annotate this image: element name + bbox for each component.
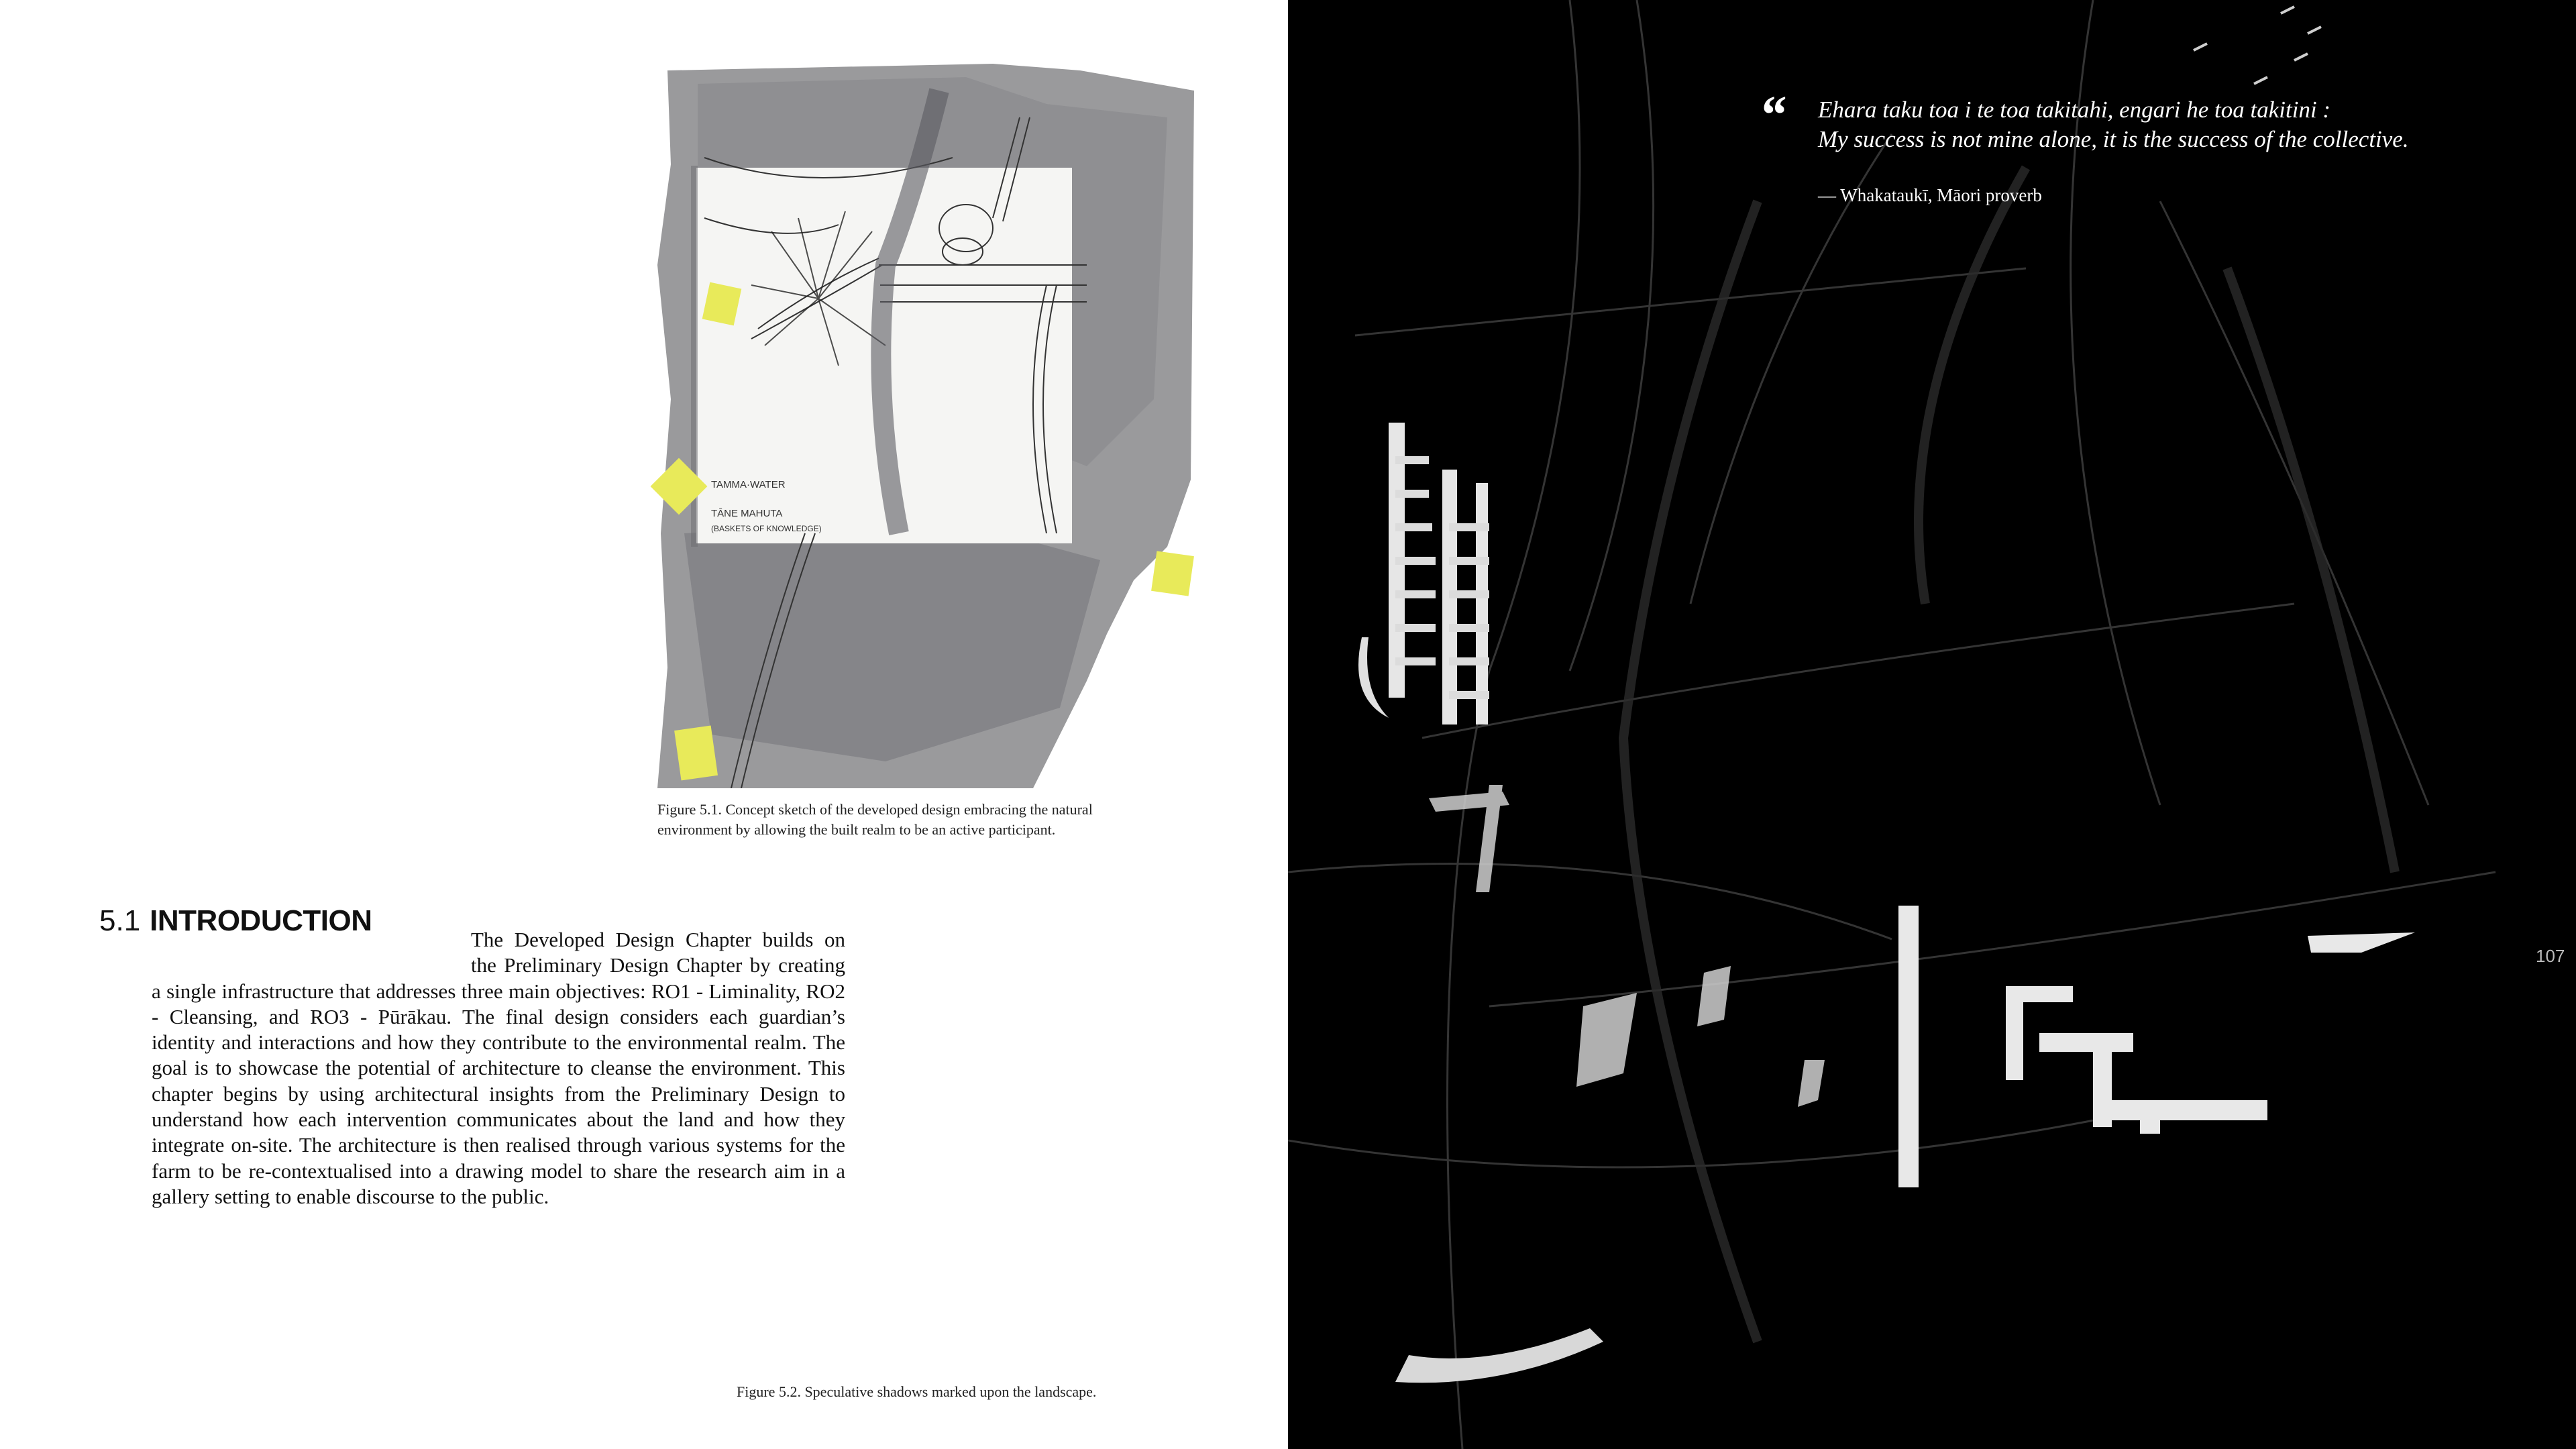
quote-line-english: My success is not mine alone, it is the success of the collective.	[1818, 126, 2409, 152]
section-number: 5.1	[99, 904, 141, 937]
introduction-paragraph: The Developed Design Chapter builds on the Preliminary Design Chapter by creating a single infrastructure that addresses three main objectives: RO1 - Liminality, RO2 - Cleansing, and RO3 - Pūrākau. The final design considers each guardian’s identity and interactions and how they contribute to the environmental realm. The goal is to showcase the potential of architecture to cleanse the environment. This chapter begins by using architectural insights from the Preliminary Design to understand how each intervention communicates about the land and how they integrate on-site. The architecture is then realised through various systems for the farm to be re-contextualised into a drawing model to share the research aim in a gallery setting to enable discourse to the public.	[152, 928, 845, 1208]
figure-5-2-caption: Figure 5.2. Speculative shadows marked upon the landscape.	[737, 1383, 1097, 1400]
quote-line-maori: Ehara taku toa i te toa takitahi, engari he toa takitini :	[1818, 97, 2331, 123]
quote-attribution: — Whakataukī, Māori proverb	[1818, 185, 2042, 205]
sketch-label: TĀNE MAHUTA	[711, 508, 783, 519]
speculative-shadows-artwork	[1288, 0, 2576, 1449]
concept-sketch-figure	[617, 64, 1194, 788]
section-title: INTRODUCTION	[150, 904, 372, 937]
quote-mark: “	[1759, 86, 1786, 145]
figure-5-1-caption: Figure 5.1. Concept sketch of the developed design embracing the natural environment by allowing the built realm to be an active participant.	[657, 801, 1093, 838]
text-indent-spacer	[152, 927, 471, 978]
right-page	[1288, 0, 2576, 1449]
sketch-label: TAMMA·WATER	[711, 479, 786, 490]
sketch-label: (BASKETS OF KNOWLEDGE)	[711, 524, 822, 533]
page-number: 107	[2536, 946, 2565, 966]
introduction-body	[152, 927, 845, 1210]
